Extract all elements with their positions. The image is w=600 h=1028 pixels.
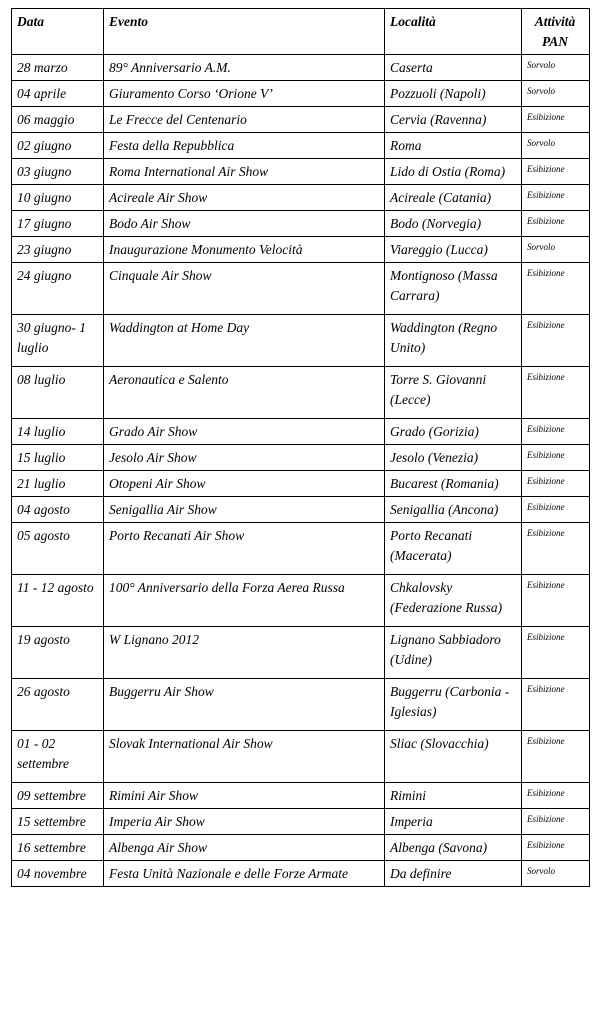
cell-place: Da definire (385, 861, 522, 887)
cell-place: Chkalovsky (Federazione Russa) (385, 575, 522, 627)
cell-place: Bucarest (Romania) (385, 471, 522, 497)
table-row (12, 861, 590, 887)
cell-activity: Esibizione (522, 185, 590, 211)
cell-place: Sliac (Slovacchia) (385, 731, 522, 783)
cell-activity: Sorvolo (522, 237, 590, 263)
table-row (12, 81, 590, 107)
cell-activity: Esibizione (522, 679, 590, 731)
cell-event: W Lignano 2012 (104, 627, 385, 679)
cell-date: 04 aprile (12, 81, 104, 107)
table-row (12, 159, 590, 185)
events-table (11, 8, 590, 887)
cell-activity: Esibizione (522, 315, 590, 367)
cell-activity: Esibizione (522, 497, 590, 523)
cell-place: Roma (385, 133, 522, 159)
cell-event: Aeronautica e Salento (104, 367, 385, 419)
cell-event: 89° Anniversario A.M. (104, 55, 385, 81)
table-row (12, 419, 590, 445)
cell-date: 23 giugno (12, 237, 104, 263)
cell-event: Cinquale Air Show (104, 263, 385, 315)
cell-date: 11 - 12 agosto (12, 575, 104, 627)
cell-event: Buggerru Air Show (104, 679, 385, 731)
table-row (12, 367, 590, 419)
cell-place: Bodo (Norvegia) (385, 211, 522, 237)
table-row (12, 471, 590, 497)
cell-activity: Sorvolo (522, 81, 590, 107)
header-date: Data (12, 9, 104, 55)
cell-place: Acireale (Catania) (385, 185, 522, 211)
table-row (12, 263, 590, 315)
header-activity-line1: Attività (534, 14, 576, 29)
table-row (12, 55, 590, 81)
table-row (12, 211, 590, 237)
cell-place: Pozzuoli (Napoli) (385, 81, 522, 107)
cell-date: 30 giugno- 1 luglio (12, 315, 104, 367)
cell-place: Albenga (Savona) (385, 835, 522, 861)
cell-date: 17 giugno (12, 211, 104, 237)
header-place: Località (385, 9, 522, 55)
cell-date: 21 luglio (12, 471, 104, 497)
table-row (12, 731, 590, 783)
cell-place: Waddington (Regno Unito) (385, 315, 522, 367)
cell-place: Grado (Gorizia) (385, 419, 522, 445)
cell-activity: Esibizione (522, 159, 590, 185)
cell-event: Acireale Air Show (104, 185, 385, 211)
cell-activity: Esibizione (522, 835, 590, 861)
cell-date: 14 luglio (12, 419, 104, 445)
cell-activity: Esibizione (522, 471, 590, 497)
cell-event: Festa Unità Nazionale e delle Forze Armate (104, 861, 385, 887)
cell-event: Rimini Air Show (104, 783, 385, 809)
header-activity-line2: PAN (542, 33, 568, 49)
cell-place: Caserta (385, 55, 522, 81)
cell-date: 06 maggio (12, 107, 104, 133)
table-row (12, 237, 590, 263)
cell-event: Bodo Air Show (104, 211, 385, 237)
table-row (12, 809, 590, 835)
cell-activity: Esibizione (522, 367, 590, 419)
cell-event: Albenga Air Show (104, 835, 385, 861)
cell-activity: Esibizione (522, 731, 590, 783)
cell-date: 09 settembre (12, 783, 104, 809)
cell-place: Cervia (Ravenna) (385, 107, 522, 133)
table-row (12, 783, 590, 809)
table-row (12, 497, 590, 523)
cell-event: Grado Air Show (104, 419, 385, 445)
table-row (12, 679, 590, 731)
cell-activity: Esibizione (522, 445, 590, 471)
cell-activity: Esibizione (522, 809, 590, 835)
cell-date: 16 settembre (12, 835, 104, 861)
cell-date: 15 luglio (12, 445, 104, 471)
cell-date: 15 settembre (12, 809, 104, 835)
table-row (12, 185, 590, 211)
cell-place: Buggerru (Carbonia - Iglesias) (385, 679, 522, 731)
cell-place: Lignano Sabbiadoro (Udine) (385, 627, 522, 679)
table-row (12, 835, 590, 861)
cell-place: Porto Recanati (Macerata) (385, 523, 522, 575)
cell-event: Roma International Air Show (104, 159, 385, 185)
cell-place: Viareggio (Lucca) (385, 237, 522, 263)
cell-date: 04 agosto (12, 497, 104, 523)
cell-event: Festa della Repubblica (104, 133, 385, 159)
cell-date: 02 giugno (12, 133, 104, 159)
cell-date: 19 agosto (12, 627, 104, 679)
cell-activity: Esibizione (522, 783, 590, 809)
cell-event: Jesolo Air Show (104, 445, 385, 471)
cell-place: Senigallia (Ancona) (385, 497, 522, 523)
cell-activity: Sorvolo (522, 55, 590, 81)
table-header-row (12, 9, 590, 55)
cell-activity: Esibizione (522, 627, 590, 679)
table-row (12, 627, 590, 679)
cell-place: Imperia (385, 809, 522, 835)
cell-date: 04 novembre (12, 861, 104, 887)
cell-activity: Esibizione (522, 211, 590, 237)
table-row (12, 133, 590, 159)
table-row (12, 107, 590, 133)
header-event: Evento (104, 9, 385, 55)
cell-activity: Sorvolo (522, 861, 590, 887)
cell-event: Le Frecce del Centenario (104, 107, 385, 133)
cell-event: Otopeni Air Show (104, 471, 385, 497)
cell-date: 26 agosto (12, 679, 104, 731)
document-page (11, 8, 589, 887)
cell-place: Montignoso (Massa Carrara) (385, 263, 522, 315)
table-row (12, 315, 590, 367)
cell-activity: Esibizione (522, 107, 590, 133)
cell-place: Lido di Ostia (Roma) (385, 159, 522, 185)
cell-place: Jesolo (Venezia) (385, 445, 522, 471)
cell-date: 03 giugno (12, 159, 104, 185)
cell-event: Giuramento Corso ‘Orione V’ (104, 81, 385, 107)
cell-event: 100° Anniversario della Forza Aerea Russa (104, 575, 385, 627)
cell-date: 28 marzo (12, 55, 104, 81)
table-row (12, 523, 590, 575)
header-activity (522, 9, 590, 55)
cell-date: 05 agosto (12, 523, 104, 575)
cell-event: Imperia Air Show (104, 809, 385, 835)
table-row (12, 445, 590, 471)
cell-activity: Sorvolo (522, 133, 590, 159)
cell-date: 01 - 02 settembre (12, 731, 104, 783)
cell-event: Inaugurazione Monumento Velocità (104, 237, 385, 263)
cell-event: Waddington at Home Day (104, 315, 385, 367)
cell-date: 08 luglio (12, 367, 104, 419)
cell-date: 24 giugno (12, 263, 104, 315)
cell-activity: Esibizione (522, 419, 590, 445)
cell-place: Torre S. Giovanni (Lecce) (385, 367, 522, 419)
cell-event: Porto Recanati Air Show (104, 523, 385, 575)
cell-event: Senigallia Air Show (104, 497, 385, 523)
cell-event: Slovak International Air Show (104, 731, 385, 783)
cell-date: 10 giugno (12, 185, 104, 211)
cell-activity: Esibizione (522, 263, 590, 315)
table-row (12, 575, 590, 627)
cell-activity: Esibizione (522, 575, 590, 627)
cell-activity: Esibizione (522, 523, 590, 575)
cell-place: Rimini (385, 783, 522, 809)
